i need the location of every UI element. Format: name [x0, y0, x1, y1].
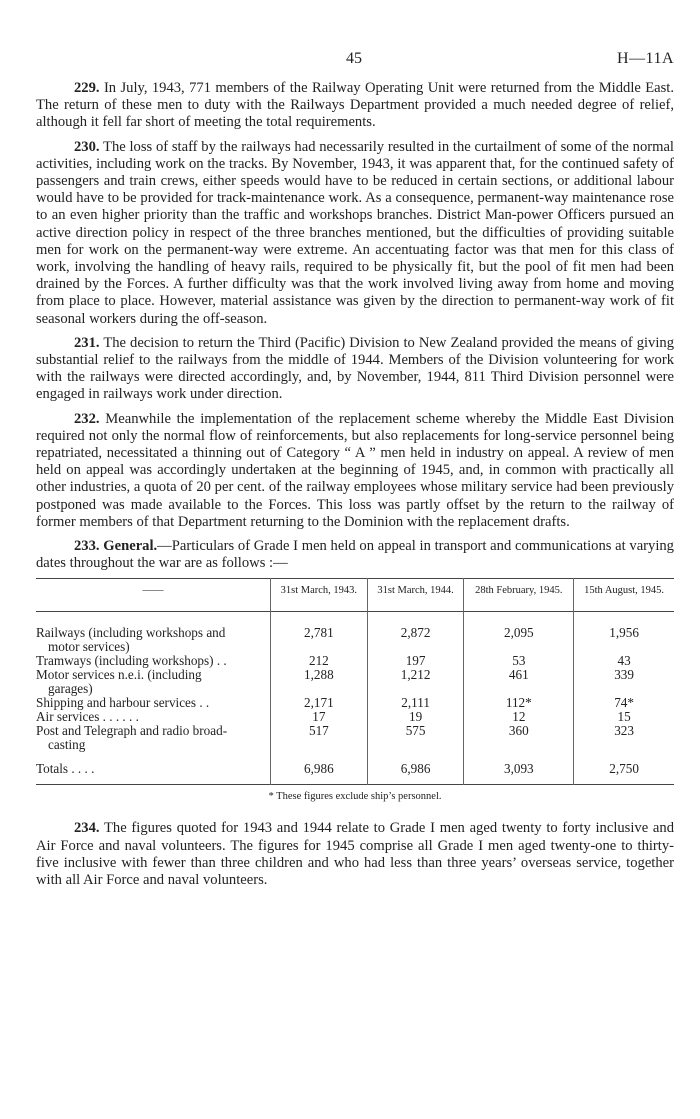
total-value: 3,093	[464, 752, 574, 785]
stub-header: ——	[142, 585, 164, 597]
paragraph-230	[36, 139, 674, 328]
cell-value: 197	[367, 654, 464, 668]
row-label: Railways (including workshops and motor services)	[36, 625, 226, 655]
cell-value: 43	[574, 654, 674, 668]
cell-value: 15	[574, 710, 674, 724]
table-row	[36, 724, 674, 752]
paragraph-text: In July, 1943, 771 members of the Railway Operating Unit were returned from the Middle East. The return of these men to duty with the Railways Department provided a much needed degree of relief, although it fell far short of meeting the total requirements.	[36, 80, 675, 131]
paragraph-number: 234.	[74, 820, 100, 837]
paragraph-232	[36, 411, 674, 531]
table-row	[36, 696, 674, 710]
column-header: 15th August, 1945.	[574, 579, 674, 612]
cell-value: 74*	[574, 696, 674, 710]
paragraph-number: 233.	[74, 538, 100, 555]
paragraph-text: Meanwhile the implementation of the replacement scheme whereby the Middle East Division required not only the normal flow of reinforcements, but also replacements for long-service personnel being repatriated, necessitated a thinning out of Category “ A ” men held in industry on appeal. A review of men held on appeal was accordingly undertaken at the beginning of 1945, and, in common with practically all other industries, a quota of 20 per cent. of the railway employees whose military service had been previously postponed was made available to the Forces. This loss was partly offset by the return to the railway of former members of that Department returning to the Dominion with the replacement drafts.	[36, 410, 674, 530]
cell-value: 575	[367, 724, 464, 752]
table-row	[36, 668, 674, 696]
paragraph-text: The loss of staff by the railways had necessarily resulted in the curtailment of some of the normal activities, including work on the tracks. By November, 1943, it was apparent that, for the continued safety of passengers and train crews, either speeds would have to be reduced in certain sections, or additional labour would have to be provided for track-maintenance work. As a consequence, permanent-way maintenance rose to an even higher priority than the traffic and workshops branches. District Man-power Officers pursued an active direction policy in respect of the three branches mentioned, but the difficulties of providing suitable men for work on the permanent-way were extreme. An accentuating factor was that men for this class of work, involving the handling of heavy rails, required to be physically fit, but the pool of fit men had been drained by the Forces. A further difficulty was that the work involved living away from home and moving from place to place. However, material assistance was given by the direction to permanent-way work of fit seasonal workers during the off-season.	[36, 138, 674, 327]
cell-value: 112*	[464, 696, 574, 710]
total-value: 6,986	[367, 752, 464, 785]
cell-value: 1,288	[271, 668, 368, 696]
cell-value: 323	[574, 724, 674, 752]
cell-value: 17	[271, 710, 368, 724]
table-spacer	[36, 612, 674, 627]
grade-one-appeals-table	[36, 578, 674, 785]
cell-value: 2,171	[271, 696, 368, 710]
totals-row	[36, 752, 674, 785]
page-number: 45	[346, 50, 362, 67]
row-label: Motor services n.e.i. (including garages)	[36, 667, 202, 697]
paragraph-text: —Particulars of Grade I men held on appeal in transport and communications at varying dates throughout the war are as follows :—	[36, 538, 674, 572]
row-label: Post and Telegraph and radio broad- casting	[36, 723, 228, 753]
paragraph-number: 230.	[74, 138, 100, 155]
paragraph-text: The decision to return the Third (Pacific) Division to New Zealand provided the means of giving substantial relief to the railways from the middle of 1944. Members of the Division volunteering for work with the railways were directed accordingly, and, by November, 1944, 811 Third Division personnel were engaged in railways work under direction.	[36, 334, 674, 403]
cell-value: 2,111	[367, 696, 464, 710]
table-row	[36, 654, 674, 668]
cell-value: 461	[464, 668, 574, 696]
totals-label: Totals . . . .	[36, 761, 95, 777]
column-header: 31st March, 1943.	[271, 579, 368, 612]
document-page	[36, 0, 674, 889]
row-label: Tramways (including workshops) . .	[36, 653, 227, 669]
table-row	[36, 626, 674, 654]
paragraph-234	[36, 820, 674, 889]
cell-value: 2,095	[464, 626, 574, 654]
cell-value: 339	[574, 668, 674, 696]
paragraph-number: 231.	[74, 334, 100, 351]
paragraph-229	[36, 80, 674, 132]
paragraph-text: The figures quoted for 1943 and 1944 relate to Grade I men aged twenty to forty inclusive and Air Force and naval volunteers. The figures for 1945 comprise all Grade I men aged twenty-one to thirty-five inclusive with fewer than three children and who had less than three years’ overseas service, together with all Air Force and naval volunteers.	[36, 820, 674, 889]
cell-value: 1,212	[367, 668, 464, 696]
cell-value: 12	[464, 710, 574, 724]
cell-value: 1,956	[574, 626, 674, 654]
table-footnote: * These figures exclude ship’s personnel.	[268, 791, 442, 803]
table-row	[36, 710, 674, 724]
paragraph-number: 232.	[74, 410, 100, 427]
cell-value: 212	[271, 654, 368, 668]
paragraph-233	[36, 538, 674, 572]
document-code: H—11A	[616, 50, 674, 67]
cell-value: 2,872	[367, 626, 464, 654]
total-value: 6,986	[271, 752, 368, 785]
row-label: Air services . . . . . .	[36, 709, 139, 725]
total-value: 2,750	[574, 752, 674, 785]
cell-value: 2,781	[271, 626, 368, 654]
cell-value: 53	[464, 654, 574, 668]
table-header-row	[36, 579, 674, 612]
cell-value: 19	[367, 710, 464, 724]
column-header: 28th February, 1945.	[464, 579, 574, 612]
paragraph-number: 229.	[74, 80, 100, 96]
row-label: Shipping and harbour services . .	[36, 695, 210, 711]
column-header: 31st March, 1944.	[367, 579, 464, 612]
paragraph-231	[36, 335, 674, 404]
page-header	[36, 0, 674, 80]
cell-value: 360	[464, 724, 574, 752]
cell-value: 517	[271, 724, 368, 752]
paragraph-heading: General.	[103, 538, 158, 555]
